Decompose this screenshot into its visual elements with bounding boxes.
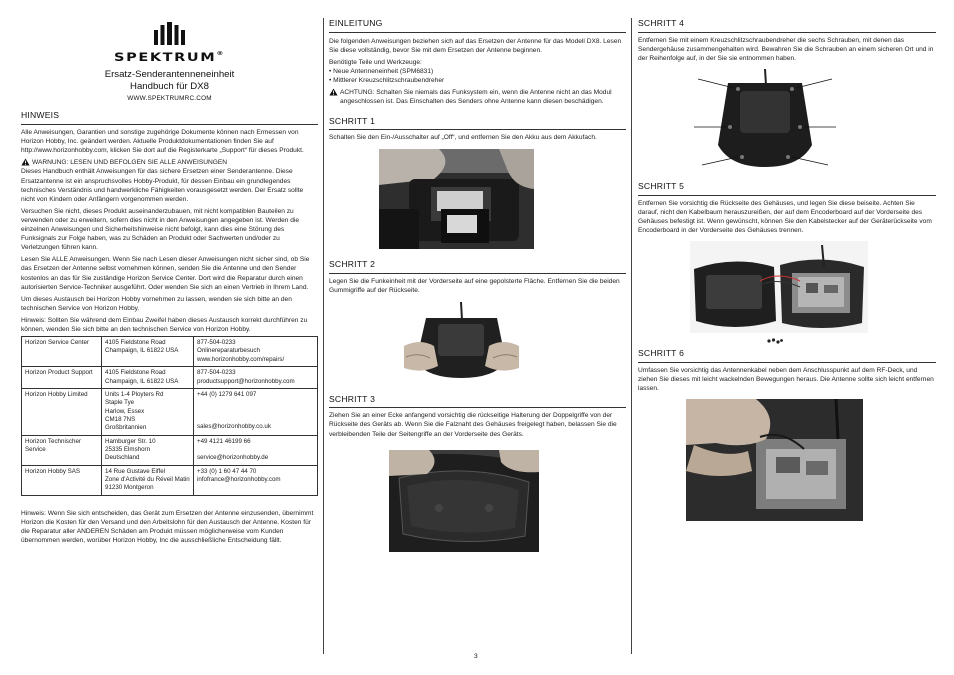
- spektrum-logo: [21, 22, 318, 68]
- hinweis-paragraph-2: Dieses Handbuch enthält Anweisungen für das sichere Ersetzen einer Senderantenne. Diese Ersatzantenne ist ein anspruchsvolles Hobby-Produkt, für dessen Einbau ein grundlegendes technisches Verständnis und handwerkliche Fähigkeiten vorausgesetzt werden. Der Ersatz sollte nicht von Kindern oder Anfängern vorgenommen werden.: [21, 168, 304, 203]
- contact-row: [22, 367, 318, 389]
- contact-contact-line: +33 (0) 1 60 47 44 70: [197, 467, 257, 475]
- contact-address-line: Staple Tye: [105, 399, 135, 407]
- spektrum-wordmark: SPEKTRUM®: [114, 50, 225, 65]
- contact-row: [22, 435, 318, 465]
- contact-address-line: Großbritannien: [105, 424, 147, 432]
- contact-contact-line[interactable]: sales@horizonhobby.co.uk: [197, 423, 271, 431]
- caution-text: ACHTUNG: Schalten Sie niemals das Funksystem ein, wenn die Antenne nicht an das Modul angeschlossen ist. Das Einschalten des Senders ohne Antenne kann diesen beschädigen.: [340, 89, 612, 106]
- contact-address-line: Hamburger Str. 10: [105, 437, 156, 445]
- contact-contact-line[interactable]: www.horizonhobby.com/repairs/: [197, 355, 285, 363]
- einleitung-paragraph: Die folgenden Anweisungen beziehen sich auf das Ersetzen der Antenne für das Modell DX8. Lesen Sie diese vollständig, bevor Sie mit dem Ersetzen der Antenne beginnen.: [329, 37, 622, 54]
- contact-row: [22, 337, 318, 367]
- step-6-heading: SCHRITT 6: [638, 348, 936, 363]
- step-6-text: Umfassen Sie vorsichtig das Antennenkabel neben dem Anschlusspunkt auf dem RF-Deck, und ziehen Sie dieses mit leicht wackelnden Bewegungen heraus. Die Antenne sollte sich leicht entfernen lassen.: [638, 367, 934, 393]
- contact-address-line: 91230 Montgeron: [105, 484, 154, 492]
- warning-title: WARNUNG: LESEN UND BEFOLGEN SIE ALLE ANWEISUNGEN: [32, 159, 228, 167]
- contact-name: Horizon Hobby Limited: [22, 388, 102, 435]
- contact-row: [22, 465, 318, 495]
- contact-name: Horizon Technischer Service: [22, 435, 102, 465]
- column-right: [638, 18, 936, 521]
- column-middle: [329, 18, 626, 552]
- step-5-heading: SCHRITT 5: [638, 181, 936, 196]
- warning-title-row: [21, 158, 318, 167]
- einleitung-heading: EINLEITUNG: [329, 18, 626, 33]
- step-4-text: Entfernen Sie mit einem Kreuzschlitzschraubendreher die sechs Schrauben, mit denen das Sendergehäuse zusammengehalten wird. Bewahren Sie die Schrauben an einem sicheren Ort und in der Reihenfolge auf, in der Sie sie entnommen haben.: [638, 36, 934, 63]
- step-1-text: Schalten Sie den Ein-/Ausschalter auf „Off“, und entfernen Sie den Akku aus dem Akkufach.: [329, 134, 597, 142]
- contact-name: Horizon Hobby SAS: [22, 465, 102, 495]
- contacts-table: [21, 336, 318, 496]
- contact-address: [102, 465, 194, 495]
- contact-contact: [194, 435, 318, 465]
- step-4-heading: SCHRITT 4: [638, 18, 936, 33]
- contact-contact: [194, 388, 318, 435]
- contact-name: Horizon Product Support: [22, 367, 102, 389]
- contact-row: [22, 388, 318, 435]
- parts-item-1: • Neue Antenneneinheit (SPM6831): [329, 68, 434, 76]
- contact-contact-line: [197, 407, 314, 415]
- step-6-photo: [686, 399, 863, 521]
- contact-address-line: 14 Rue Gustave Eiffel: [105, 467, 166, 475]
- hinweis-paragraph-5: Um dieses Austausch bei Horizon Hobby vornehmen zu lassen, wenden sie sich bitte an den technischen Service von Horizon Hobby.: [21, 295, 292, 312]
- page-number: 3: [474, 653, 478, 660]
- contact-address-line: 4105 Fieldstone Road: [105, 369, 166, 377]
- contact-address: [102, 388, 194, 435]
- caution-row: [329, 88, 626, 106]
- contact-address-line: 4105 Fieldstone Road: [105, 339, 166, 347]
- step-4-photo: [690, 67, 840, 172]
- step-2-text: Legen Sie die Funkeinheit mit der Vorderseite auf eine gepolsterte Fläche. Entfernen Sie die beiden Gummigriffe auf der Rückseite.: [329, 278, 620, 295]
- step-2-heading: SCHRITT 2: [329, 259, 626, 274]
- contact-address-line: Champaign, IL 61822 USA: [105, 377, 179, 385]
- contact-contact-line: 877-504-0233: [197, 339, 236, 347]
- spektrum-bars-icon: [153, 22, 187, 46]
- parts-item-2: • Mittlerer Kreuzschlitzschraubendreher: [329, 77, 445, 85]
- contact-address: [102, 337, 194, 367]
- column-divider-left: [323, 18, 324, 654]
- website-url: WWW.SPEKTRUMRC.COM: [127, 95, 212, 103]
- contact-address-line: Deutschland: [105, 454, 140, 462]
- contact-contact-line[interactable]: productsupport@horizonhobby.com: [197, 377, 295, 385]
- footnote: Hinweis: Wenn Sie sich entscheiden, das Gerät zum Ersetzen der Antenne einzusenden, übernimmt Horizon die Kosten für den Versand und den Arbeitslohn für den Austausch der Antenne. Kosten für die Reparatur aller ANDEREN Schäden am Produkt müssen möglicherweise vom Kunden übernommen werden, worüber Horizon Hobby, Inc die ausschließliche Entscheidung fällt.: [21, 509, 314, 545]
- hinweis-heading: HINWEIS: [21, 110, 318, 125]
- contact-address-line: Units 1-4 Ployters Rd: [105, 390, 164, 398]
- step-3-text: Ziehen Sie an einer Ecke anfangend vorsichtig die rückseitige Halterung der Doppelgriffe von der Rückseite des Geräts ab. Wenn Sie die Falznaht des Gehäuses freigelegt haben, belassen Sie die verbleibenden Teile der Seitengriffe an der Vorderseite des Geräts.: [329, 412, 617, 438]
- title-line-2: Handbuch für DX8: [130, 80, 209, 92]
- contact-address: [102, 435, 194, 465]
- contact-contact-line[interactable]: service@horizonhobby.de: [197, 454, 269, 462]
- step-1-photo: [379, 149, 534, 249]
- step-3-heading: SCHRITT 3: [329, 394, 626, 409]
- contact-address-line: 25335 Elmshorn: [105, 446, 151, 454]
- contact-contact: [194, 465, 318, 495]
- step-1-heading: SCHRITT 1: [329, 116, 626, 131]
- column-divider-right: [631, 18, 632, 654]
- contact-contact-line: [197, 415, 314, 423]
- hinweis-paragraph-3: Versuchen Sie nicht, dieses Produkt auseinanderzubauen, mit nicht kompatiblen Bauteilen zu verwenden oder zu erweitern, sofern dies nicht in den Anweisungen angegeben ist. Werden die einzelnen Anweisungen und Sicherheitshinweise nicht befolgt, kann dies eine Störung des Funksignals zur Folge haben, was zu Schäden an Produkt oder Sachwerten und/oder zu Verletzungen führen kann.: [21, 207, 300, 252]
- document-title: [21, 69, 318, 92]
- caution-triangle-icon: [329, 88, 338, 96]
- contact-contact-line: [197, 399, 314, 407]
- contact-address-line: Harlow, Essex: [105, 407, 145, 415]
- contact-contact-line[interactable]: infofrance@horizonhobby.com: [197, 476, 281, 484]
- warning-triangle-icon: [21, 158, 30, 166]
- step-2-photo: [404, 302, 519, 382]
- contact-contact-line: 877-504-0233: [197, 369, 236, 377]
- hinweis-paragraph-1: Alle Anweisungen, Garantien und sonstige zugehörige Dokumente können nach Ermessen von Horizon Hobby, Inc. geändert werden. Aktuelle Produktdokumentationen finden Sie auf http://www.horizonhobby.com, klicken Sie dort auf die Registerkarte „Support“ für dieses Produkt.: [21, 129, 304, 155]
- hinweis-paragraph-4: Lesen Sie ALLE Anweisungen. Wenn Sie nach Lesen dieser Anweisungen nicht sicher sind, ob Sie das Ersetzen der Antenne selbst vornehmen können, senden Sie die Antenne und den Sender kostenlos an das für Sie zuständige Horizon Service Center. Dort wird die Reparatur durch einen autorisierten Service-Techniker ausgeführt. Oder wenden Sie sich an einen Vertrieb in Ihrem Land.: [21, 256, 310, 291]
- contact-contact-line: Onlinereparaturbesuch: [197, 347, 260, 355]
- contact-contact-line: +44 (0) 1279 641 097: [197, 390, 257, 398]
- step-3-photo: [389, 450, 539, 552]
- column-left: [21, 18, 318, 548]
- contact-name: Horizon Service Center: [22, 337, 102, 367]
- screws-icon: [766, 337, 784, 345]
- contact-contact: [194, 367, 318, 389]
- contact-contact-line: +49 4121 46199 66: [197, 437, 251, 445]
- hinweis-paragraph-6: Hinweis: Sollten Sie während dem Einbau Zweifel haben dieses Austausch korrekt durchführen zu können, wenden Sie sich bitte an den technischen Service von Horizon Hobby.: [21, 316, 308, 333]
- step-5-photo: [690, 241, 868, 333]
- parts-label: Benötigte Teile und Werkzeuge:: [329, 59, 422, 67]
- step-5-text: Entfernen Sie vorsichtig die Rückseite des Gehäuses, und legen Sie diese beiseite. Achten Sie darauf, nicht den Kabelbaum herauszureißen, der auf dem Encoderboard auf der Vorderseite des Gehäuses befestigt ist. Wenn gewünscht, können Sie den Kabelstecker auf der Geräterückseite vom Encoderboard in der Vorderseite des Gehäuses trennen.: [638, 200, 932, 235]
- contact-address-line: CM18 7NS: [105, 415, 136, 423]
- contact-contact-line: [197, 446, 314, 454]
- title-line-1: Ersatz-Senderantenneneinheit: [104, 69, 235, 80]
- contact-address-line: Zone d'Activité du Réveil Matin: [105, 476, 190, 484]
- contact-contact: [194, 337, 318, 367]
- contact-address: [102, 367, 194, 389]
- contact-address-line: Champaign, IL 61822 USA: [105, 347, 179, 355]
